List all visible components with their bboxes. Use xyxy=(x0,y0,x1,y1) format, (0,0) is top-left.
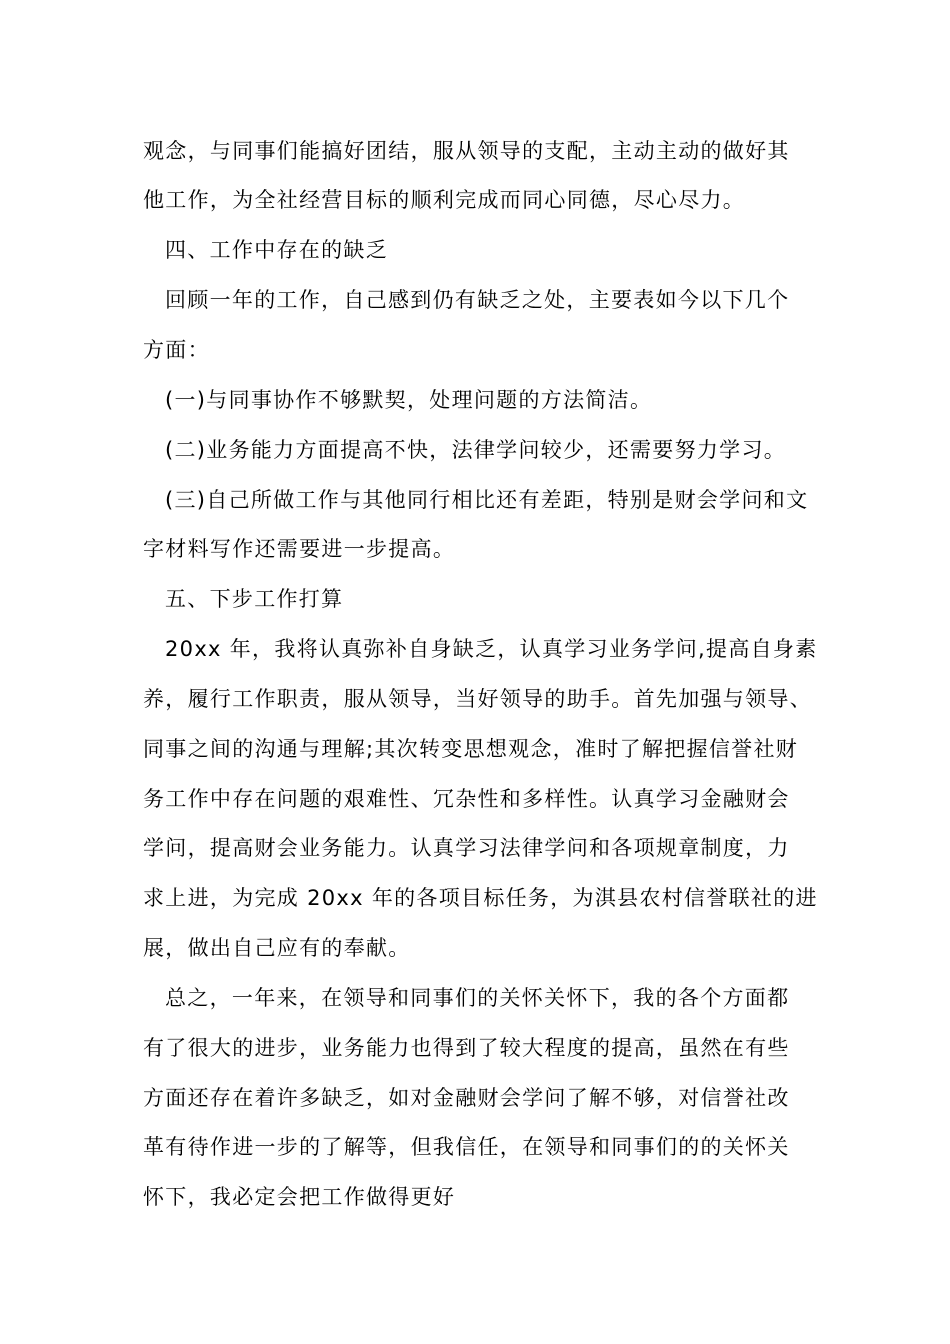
paragraph-line: 字材料写作还需要进一步提高。 xyxy=(143,537,456,561)
paragraph-line: 务工作中存在问题的艰难性、冗杂性和多样性。认真学习金融财会 xyxy=(143,787,790,811)
paragraph-line: 展，做出自己应有的奉献。 xyxy=(143,936,411,960)
section-heading-4: 四、工作中存在的缺乏 xyxy=(165,238,388,262)
paragraph-line: 20xx 年，我将认真弥补自身缺乏，认真学习业务学问,提高自身素 xyxy=(165,637,818,661)
paragraph-line: 革有待作进一步的了解等，但我信任，在领导和同事们的的关怀关 xyxy=(143,1135,790,1159)
section-heading-5: 五、下步工作打算 xyxy=(165,587,344,611)
list-item-3: (三)自己所做工作与其他同行相比还有差距，特别是财会学问和文 xyxy=(165,488,809,512)
list-item-1: (一)与同事协作不够默契，处理问题的方法简洁。 xyxy=(165,388,653,412)
paragraph-line: 有了很大的进步，业务能力也得到了较大程度的提高，虽然在有些 xyxy=(143,1036,790,1060)
paragraph-line: 学问，提高财会业务能力。认真学习法律学问和各项规章制度，力 xyxy=(143,836,790,860)
paragraph-line: 养，履行工作职责，服从领导，当好领导的助手。首先加强与领导、 xyxy=(143,687,812,711)
paragraph-line: 方面： xyxy=(143,338,210,362)
paragraph-line: 他工作，为全社经营目标的顺利完成而同心同德，尽心尽力。 xyxy=(143,188,746,212)
paragraph-line: 方面还存在着许多缺乏，如对金融财会学问了解不够，对信誉社改 xyxy=(143,1086,790,1110)
paragraph-line: 怀下，我必定会把工作做得更好 xyxy=(143,1185,456,1209)
list-item-2: (二)业务能力方面提高不快，法律学问较少，还需要努力学习。 xyxy=(165,438,787,462)
paragraph-line: 同事之间的沟通与理解;其次转变思想观念，准时了解把握信誉社财 xyxy=(143,737,799,761)
paragraph-line: 求上进，为完成 20xx 年的各项目标任务，为淇县农村信誉联社的进 xyxy=(143,886,818,910)
paragraph-line: 总之，一年来，在领导和同事们的关怀关怀下，我的各个方面都 xyxy=(165,986,790,1010)
paragraph-line: 回顾一年的工作，自己感到仍有缺乏之处，主要表如今以下几个 xyxy=(165,288,790,312)
paragraph-line: 观念，与同事们能搞好团结，服从领导的支配，主动主动的做好其 xyxy=(143,139,790,163)
